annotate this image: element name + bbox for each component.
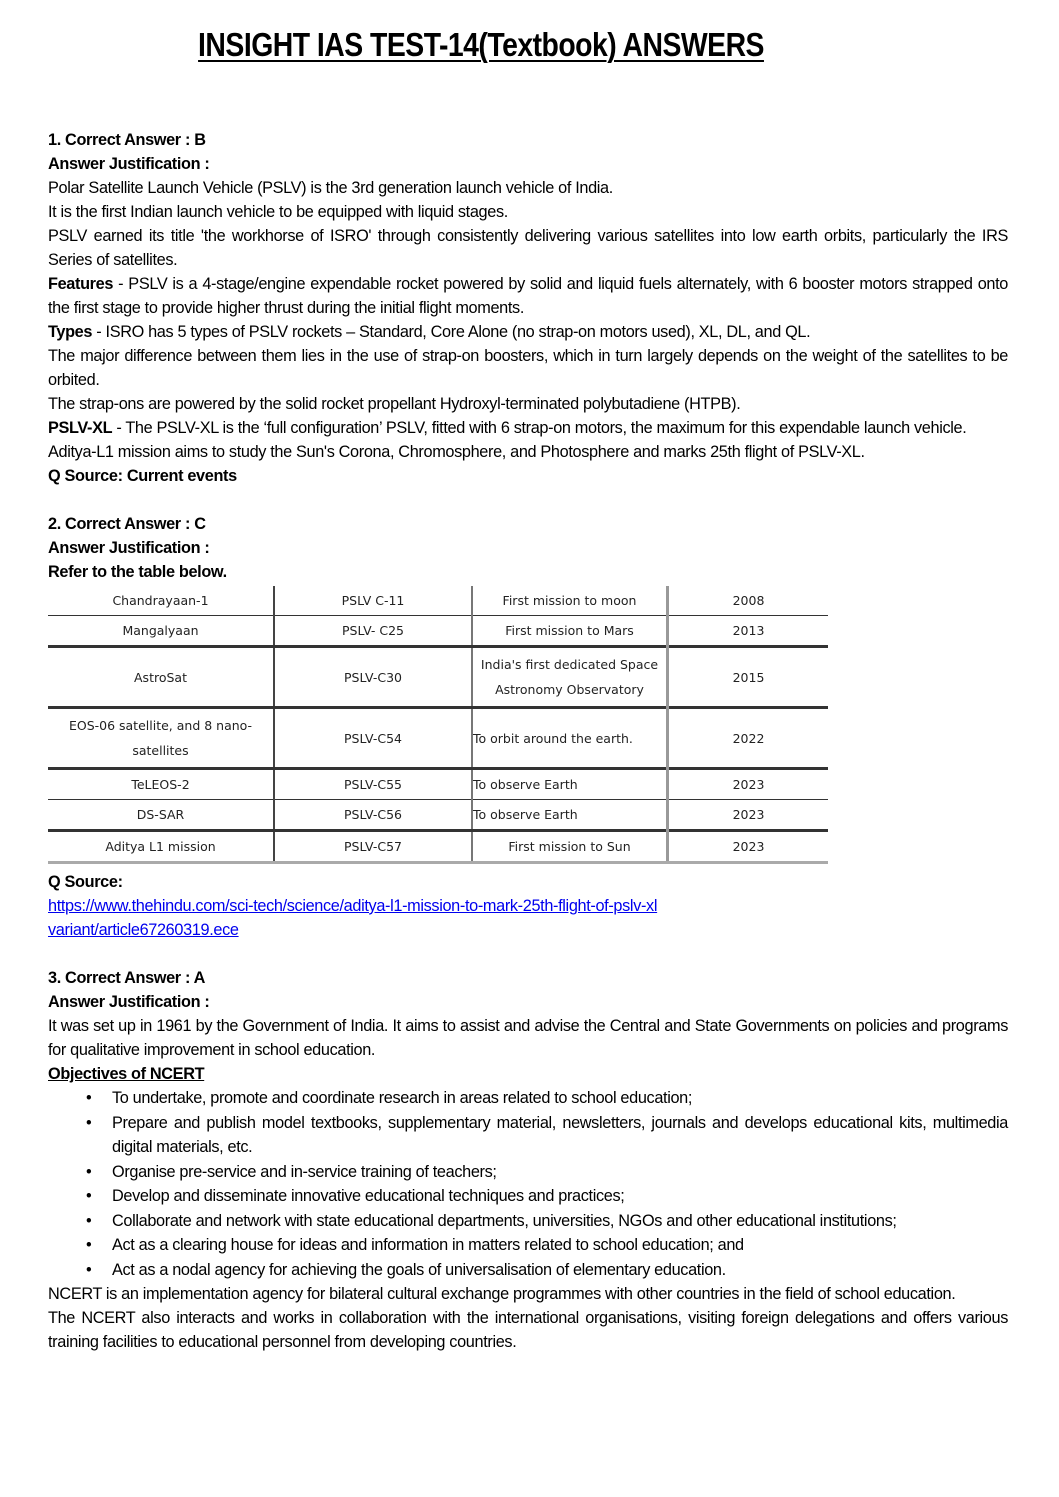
document-body [48, 128, 1008, 1354]
bullet-icon: • [86, 1260, 92, 1279]
q3-objectives-heading: Objectives of NCERT [48, 1065, 205, 1083]
q1-xl-label: PSLV-XL [48, 419, 113, 437]
mission-cell: DS-SAR [48, 800, 274, 831]
vehicle-cell: PSLV-C56 [274, 800, 472, 831]
q1-paragraph-3: PSLV earned its title 'the workhorse of ISRO' through consistently delivering various satellites into low earth orbits, particularly the IRS Series of satellites. [48, 227, 1008, 269]
purpose-cell: India's first dedicated Space Astronomy Observatory [472, 647, 668, 708]
q1-features [48, 272, 1008, 320]
q2-source-link-continued[interactable]: variant/article67260319.ece [48, 921, 239, 939]
bullet-icon: • [86, 1089, 92, 1107]
table-row [48, 800, 828, 831]
list-item [48, 1160, 1008, 1185]
vehicle-cell: PSLV-C54 [274, 708, 472, 769]
list-item [48, 1184, 1008, 1209]
spacer [48, 488, 1008, 512]
q2-refer-text: Refer to the table below. [48, 563, 227, 581]
mission-cell: Aditya L1 mission [48, 831, 274, 863]
purpose-cell: To observe Earth [472, 800, 668, 831]
q2-justification-label: Answer Justification : [48, 539, 210, 557]
year-cell: 2013 [668, 616, 829, 647]
bullet-icon: • [86, 1211, 92, 1230]
q2-source-link-wrap-2 [48, 918, 1008, 942]
mission-cell: EOS-06 satellite, and 8 nano-satellites [48, 708, 274, 769]
table-row [48, 647, 828, 708]
q1-paragraph-5: The strap-ons are powered by the solid rocket propellant Hydroxyl-terminated polybutadiene (HTPB). [48, 395, 741, 413]
q3-justification-label: Answer Justification : [48, 993, 210, 1011]
purpose-cell: First mission to Sun [472, 831, 668, 863]
list-item [48, 1233, 1008, 1258]
bullet-icon: • [86, 1187, 92, 1205]
q1-paragraph-2: It is the first Indian launch vehicle to be equipped with liquid stages. [48, 203, 508, 221]
q1-xl-text: - The PSLV-XL is the ‘full configuration’ PSLV, fitted with 6 strap-on motors, the maximum for this expendable launch vehicle. [112, 419, 967, 437]
q1-types [48, 320, 1008, 344]
spacer [48, 942, 1008, 966]
q1-types-label: Types [48, 323, 93, 341]
pslv-missions-table [48, 586, 828, 864]
mission-cell: TeLEOS-2 [48, 769, 274, 800]
list-item [48, 1086, 1008, 1111]
list-item-text: Collaborate and network with state educational departments, universities, NGOs and other educational institutions; [112, 1211, 897, 1230]
table-row [48, 831, 828, 863]
year-cell: 2023 [668, 800, 829, 831]
q1-answer-header: 1. Correct Answer : B [48, 131, 206, 149]
q2-source-label: Q Source: [48, 873, 123, 891]
q1-features-label: Features [48, 275, 114, 293]
question-1 [48, 128, 1008, 488]
q3-answer-header: 3. Correct Answer : A [48, 969, 206, 987]
q3-paragraph-3: The NCERT also interacts and works in collaboration with the international organisations, visiting foreign delegations and offers various training facilities to educational personnel from developing countries. [48, 1309, 1008, 1351]
q1-paragraph-4: The major difference between them lies in the use of strap-on boosters, which in turn largely depends on the weight of the satellites to be orbited. [48, 347, 1008, 389]
table-row [48, 708, 828, 769]
vehicle-cell: PSLV-C55 [274, 769, 472, 800]
ncert-objectives-list [48, 1086, 1008, 1282]
year-cell: 2015 [668, 647, 829, 708]
vehicle-cell: PSLV- C25 [274, 616, 472, 647]
bullet-icon: • [86, 1162, 92, 1181]
list-item [48, 1111, 1008, 1160]
list-item-text: Act as a nodal agency for achieving the goals of universalisation of elementary education. [112, 1260, 726, 1279]
list-item-text: Act as a clearing house for ideas and information in matters related to school education; and [112, 1236, 744, 1254]
mission-cell: AstroSat [48, 647, 274, 708]
list-item [48, 1209, 1008, 1234]
year-cell: 2023 [668, 831, 829, 863]
year-cell: 2022 [668, 708, 829, 769]
year-cell: 2023 [668, 769, 829, 800]
q1-features-text: - PSLV is a 4-stage/engine expendable rocket powered by solid and liquid fuels alternately, with 6 booster motors strapped onto the first stage to provide higher thrust during the initial flight moments. [48, 275, 1008, 317]
list-item-text: Develop and disseminate innovative educational techniques and practices; [112, 1187, 625, 1205]
q3-paragraph-2: NCERT is an implementation agency for bilateral cultural exchange programmes with other countries in the field of school education. [48, 1285, 956, 1303]
list-item-text: Prepare and publish model textbooks, supplementary material, newsletters, journals and develops educational kits, multimedia digital materials, etc. [112, 1113, 1008, 1156]
q2-answer-header: 2. Correct Answer : C [48, 515, 206, 533]
q1-paragraph-6: Aditya-L1 mission aims to study the Sun's Corona, Chromosphere, and Photosphere and marks 25th flight of PSLV-XL. [48, 443, 865, 461]
purpose-cell: To observe Earth [472, 769, 668, 800]
q1-source: Q Source: Current events [48, 467, 237, 485]
question-2 [48, 512, 1008, 942]
question-3 [48, 966, 1008, 1354]
q2-source-link-wrap [48, 894, 1008, 918]
q1-types-text: - ISRO has 5 types of PSLV rockets – Standard, Core Alone (no strap-on motors used), XL, DL, and QL. [92, 323, 811, 341]
vehicle-cell: PSLV-C30 [274, 647, 472, 708]
table-row [48, 586, 828, 616]
purpose-cell: To orbit around the earth. [472, 708, 668, 769]
q1-paragraph-1: Polar Satellite Launch Vehicle (PSLV) is the 3rd generation launch vehicle of India. [48, 179, 613, 197]
purpose-cell: First mission to moon [472, 586, 668, 616]
bullet-icon: • [86, 1113, 92, 1132]
document-title: INSIGHT IAS TEST-14(Textbook) ANSWERS [198, 26, 765, 63]
mission-cell: Chandrayaan-1 [48, 586, 274, 616]
mission-cell: Mangalyaan [48, 616, 274, 647]
vehicle-cell: PSLV C-11 [274, 586, 472, 616]
q1-justification-label: Answer Justification : [48, 155, 210, 173]
list-item-text: To undertake, promote and coordinate research in areas related to school education; [112, 1089, 693, 1107]
vehicle-cell: PSLV-C57 [274, 831, 472, 863]
table-row [48, 769, 828, 800]
q3-paragraph-1: It was set up in 1961 by the Government of India. It aims to assist and advise the Central and State Governments on policies and programs for qualitative improvement in school education. [48, 1017, 1008, 1059]
q1-pslv-xl [48, 416, 1008, 440]
q2-source-link[interactable]: https://www.thehindu.com/sci-tech/science/aditya-l1-mission-to-mark-25th-flight-of-pslv-xl [48, 897, 658, 915]
list-item [48, 1258, 1008, 1283]
list-item-text: Organise pre-service and in-service training of teachers; [112, 1162, 497, 1181]
document-title-wrap [0, 26, 1011, 64]
bullet-icon: • [86, 1236, 92, 1254]
table-row [48, 616, 828, 647]
purpose-cell: First mission to Mars [472, 616, 668, 647]
year-cell: 2008 [732, 593, 765, 608]
